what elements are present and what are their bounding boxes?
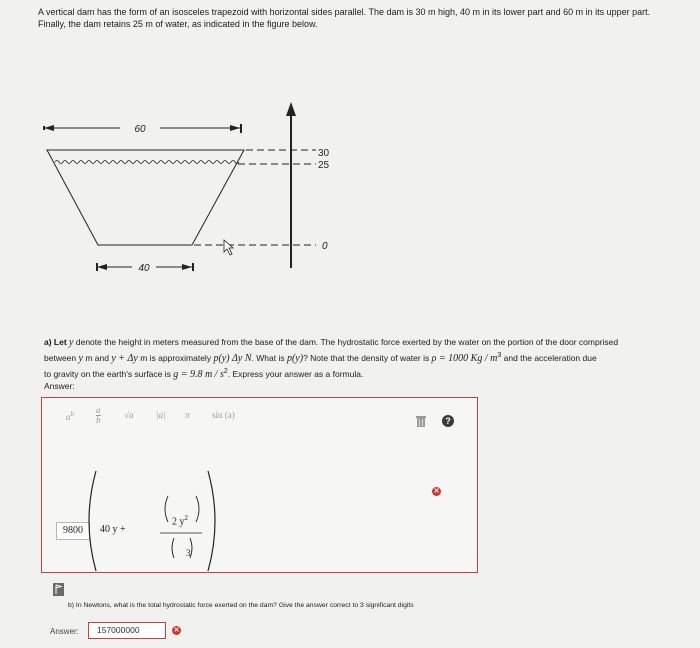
power-button[interactable]: $a^b$ [66, 410, 74, 422]
density-exp: 3 [497, 352, 502, 359]
sin-button[interactable]: sin (a) [212, 410, 235, 420]
formula-answer-editor[interactable] [41, 397, 478, 573]
part-a-text-7: and the acceleration due [503, 352, 597, 363]
pi-button[interactable]: π [185, 410, 190, 420]
axis-label-25: 25 [318, 160, 330, 171]
expr-py-dy: p(y) Δy N [213, 352, 252, 364]
part-a-text-9: . Express your answer as a formula. [227, 368, 364, 379]
part-a-text-1: denote the height in meters measured from the base of the dam. The hydrostatic force exerted by the water on the portion of the door comprised [75, 337, 619, 347]
problem-statement [38, 6, 678, 30]
density-expr: ρ = 1000 Kg / m [431, 352, 498, 364]
part-a-text-5: . What is [251, 352, 285, 363]
help-icon[interactable]: ? [442, 415, 454, 427]
dam-trapezoid [47, 150, 244, 245]
fraction-button[interactable]: a b [96, 405, 101, 425]
water-surface [55, 161, 239, 164]
top-width-dimension [44, 124, 241, 135]
answer-b-input[interactable]: 157000000 [88, 622, 166, 639]
axis-arrow-up [286, 102, 296, 116]
mouse-cursor-icon [224, 240, 233, 255]
error-icon: ✕ [433, 488, 440, 495]
gravity-exp: 2 [223, 367, 228, 375]
answer-b-error-icon: ✕ [173, 627, 180, 634]
flag-question-icon[interactable] [53, 583, 64, 596]
gravity-expr: g = 9.8 m / s [173, 368, 224, 380]
var-y: y [69, 337, 74, 348]
top-width-label: 60 [134, 124, 146, 135]
dam-diagram [0, 90, 700, 290]
math-toolbar [42, 398, 477, 438]
expr-py: p(y) [286, 352, 304, 364]
axis-label-30: 30 [318, 148, 330, 159]
part-a-text-8: to gravity on the earth's surface is [44, 368, 171, 379]
formula-display [42, 436, 462, 558]
problem-line-2: Finally, the dam retains 25 m of water, as indicated in the figure below. [38, 19, 318, 29]
part-b-question: b) In Newtons, what is the total hydrostatic force exerted on the dam? Give the answer correct to 3 significant digits [68, 602, 414, 609]
part-a-question [44, 336, 674, 381]
abs-button[interactable]: |a| [156, 410, 166, 420]
coefficient-box[interactable]: 9800 [56, 522, 90, 540]
sqrt-button[interactable]: √a [124, 410, 134, 420]
part-a-text-6: ? Note that the density of water is [303, 352, 430, 363]
linear-term: 40 y + [100, 524, 126, 535]
part-a-text-4: m is approximately [140, 352, 212, 363]
fraction-denominator: 3 [186, 548, 191, 558]
trash-icon[interactable] [416, 415, 426, 427]
var-y-dy: y + Δy [111, 352, 138, 364]
part-a-text-3: m and [85, 352, 109, 363]
fraction-numerator: 2 $y^2$ [172, 514, 188, 528]
part-a-text-2: between [44, 352, 77, 363]
axis-label-0: 0 [322, 241, 328, 252]
bottom-width-label: 40 [138, 263, 150, 274]
var-y-2: y [78, 352, 83, 364]
formula-parens [86, 466, 216, 576]
part-a-label: a) Let [44, 337, 67, 347]
problem-line-1: A vertical dam has the form of an isosceles trapezoid with horizontal sides parallel. The dam is 30 m high, 40 m in its lower part and 60 m in its upper part. [38, 7, 651, 17]
answer-label-b: Answer: [50, 627, 79, 636]
answer-label-a: Answer: [44, 381, 75, 391]
bottom-width-dimension [97, 263, 193, 274]
